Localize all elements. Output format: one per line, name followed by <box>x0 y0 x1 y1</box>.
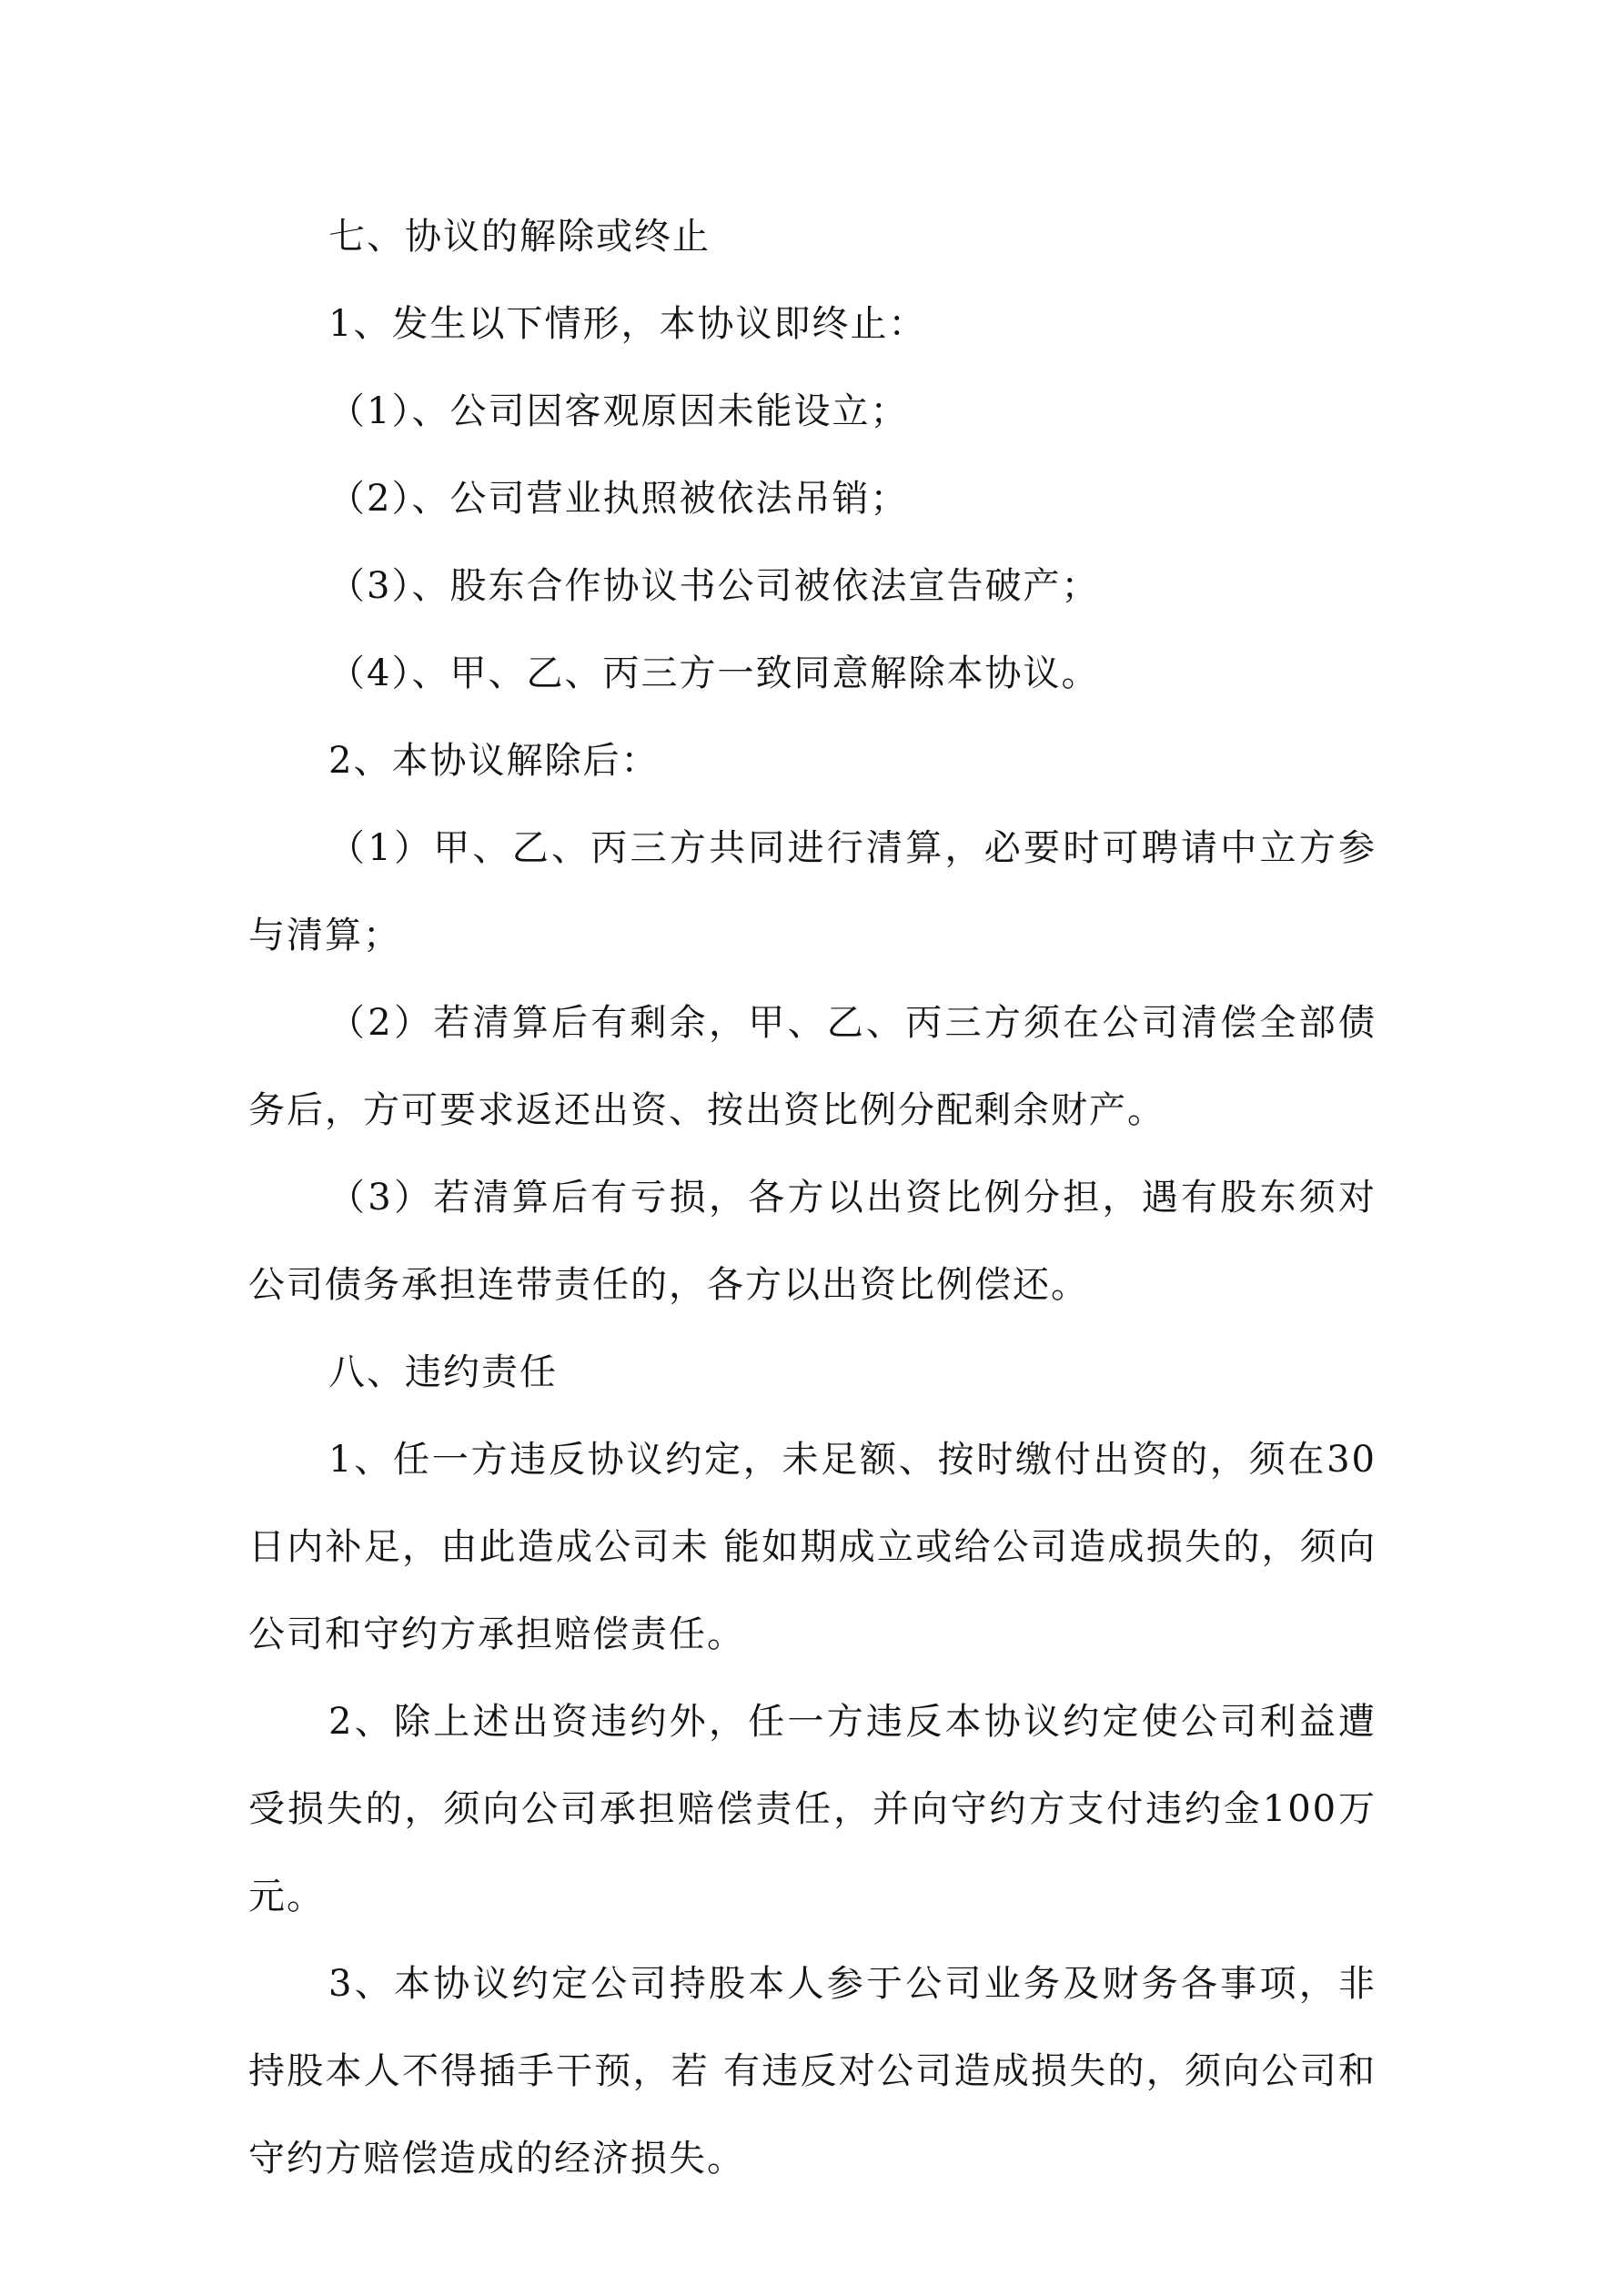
paragraph: 1、发生以下情形，本协议即终止： <box>328 303 927 345</box>
paragraph: 2、本协议解除后： <box>328 740 660 782</box>
document-body <box>248 193 1377 2202</box>
list-item: （2）、公司营业执照被依法吊销； <box>328 478 909 520</box>
section-heading-termination: 七、协议的解除或终止 <box>328 216 711 258</box>
section-heading-breach-liability: 八、违约责任 <box>328 1351 558 1393</box>
list-item: （1）、公司因客观原因未能设立； <box>328 390 909 432</box>
list-item: （1）甲、乙、丙三方共同进行清算，必要时可聘请中立方参与清算； <box>248 827 1377 956</box>
list-item: （2）若清算后有剩余，甲、乙、丙三方须在公司清偿全部债务后，方可要求返还出资、按出资比例分配剩余财产。 <box>248 1002 1377 1131</box>
list-item: （3）若清算后有亏损，各方以出资比例分担，遇有股东须对公司债务承担连带责任的，各方以出资比例偿还。 <box>248 1177 1377 1306</box>
paragraph: 1、任一方违反协议约定，未足额、按时缴付出资的，须在30日内补足，由此造成公司未 能如期成立或给公司造成损失的，须向公司和守约方承担赔偿责任。 <box>248 1439 1377 1655</box>
paragraph: 3、本协议约定公司持股本人参于公司业务及财务各事项，非持股本人不得插手干预，若 有违反对公司造成损失的，须向公司和守约方赔偿造成的经济损失。 <box>248 1963 1377 2180</box>
list-item: （3）、股东合作协议书公司被依法宣告破产； <box>328 565 1100 607</box>
list-item: （4）、甲、乙、丙三方一致同意解除本协议。 <box>328 652 1100 694</box>
paragraph: 2、除上述出资违约外，任一方违反本协议约定使公司利益遭受损失的，须向公司承担赔偿责任，并向守约方支付违约金100万元。 <box>248 1701 1377 1917</box>
